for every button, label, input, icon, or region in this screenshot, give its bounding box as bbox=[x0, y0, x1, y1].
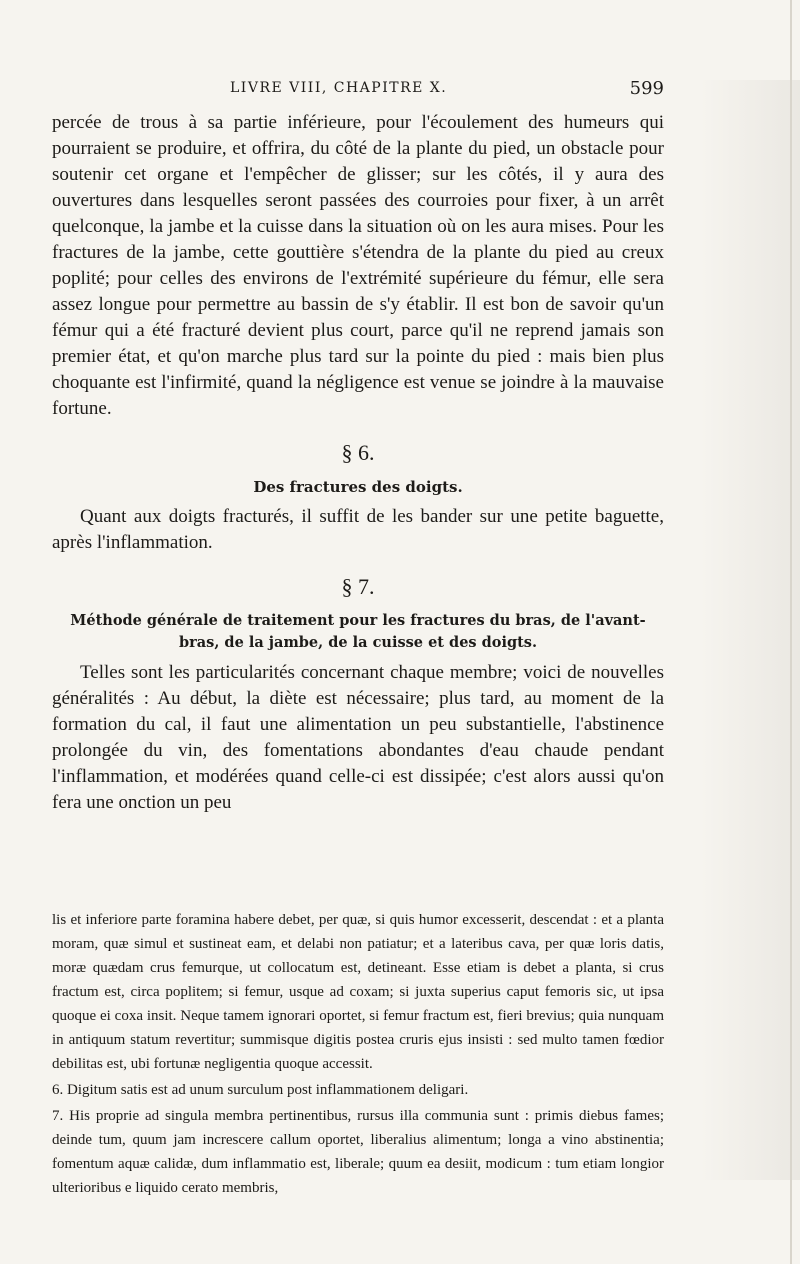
section-7-title: Méthode générale de traitement pour les fractures du bras, de l'avant-bras, de la jambe, de la cuisse et des doigts. bbox=[70, 612, 646, 651]
paragraph-3: Telles sont les particularités concernant chaque membre; voici de nouvelles généralités : Au début, la diète est nécessaire; plus tard, au moment de la formation du cal, il faut une alimentation un peu substantielle, l'abstinence prolongée du vin, des fomentations abondantes d'eau chaude pendant l'inflammation, et modérées quand celle-ci est dissipée; c'est alors aussi qu'on fera une onction un peu bbox=[52, 662, 664, 813]
note-6: 6. Digitum satis est ad unum surculum post inflammationem deligari. bbox=[52, 1082, 469, 1098]
show-through-shadow bbox=[700, 80, 800, 1180]
section-6-number: § 6. bbox=[341, 440, 375, 465]
section-6-title: Des fractures des doigts. bbox=[253, 478, 463, 496]
running-header bbox=[52, 78, 664, 100]
note-continued: lis et inferiore parte foramina habere debet, per quæ, si quis humor excesserit, descendat : et a planta moram, quæ simul et sustineat eam, et delabi non patiatur; et a lateribus cava, per quæ loris datis, moræ quædam crus femurque, ut collocatum est, detineant. Esse etiam is debet a planta, si crus fractum est, circa poplitem; si femur, usque ad coxam; si juxta superius caput femoris sic, ut ipsa quoque ei coxa insit. Neque tamem ignorari oportet, si femur fractum est, fieri brevius; quia nunquam in antiquum statum revertitur; summisque digitis postea cruris ejus insisti : sed multo tamen fœdior debilitas est, ubi fortunæ negligentia quoque accessit. bbox=[52, 912, 664, 1072]
main-text bbox=[52, 110, 664, 816]
section-7-number: § 7. bbox=[341, 574, 375, 599]
latin-notes bbox=[52, 908, 664, 1202]
page-number: 599 bbox=[629, 78, 664, 99]
running-title: LIVRE VIII, CHAPITRE X. bbox=[230, 80, 448, 96]
page-edge bbox=[790, 0, 792, 1264]
paragraph-1: percée de trous à sa partie inférieure, pour l'écoulement des humeurs qui pourraient se produire, et offrira, du côté de la plante du pied, un obstacle pour soutenir cet organe et l'empêcher de glisser; sur les côtés, il y aura des ouvertures dans lesquelles seront passées des courroies pour fixer, à un arrêt quelconque, la jambe et la cuisse dans la situation où on les aura mises. Pour les fractures de la jambe, cette gouttière s'étendra de la plante du pied au creux poplité; pour celles des environs de l'extrémité supérieure du fémur, elle sera assez longue pour permettre au bassin de s'y établir. Il est bon de savoir qu'un fémur qui a été fracturé devient plus court, parce qu'il ne reprend jamais son premier état, et qu'on marche plus tard sur la pointe du pied : mais bien plus choquante est l'infirmité, quand la négligence est venue se joindre à la mauvaise fortune. bbox=[52, 112, 664, 419]
paragraph-2: Quant aux doigts fracturés, il suffit de les bander sur une petite baguette, après l'inflammation. bbox=[52, 506, 664, 553]
note-7: 7. His proprie ad singula membra pertinentibus, rursus illa communia sunt : primis diebus fames; deinde tum, quum jam increscere callum oportet, liberalius alimentum; longa a vino abstinentia; fomentum aquæ calidæ, dum inflammatio est, liberale; quum ea desiit, modicum : tum etiam longior ulterioribus e liquido cerato membris, bbox=[52, 1108, 664, 1196]
